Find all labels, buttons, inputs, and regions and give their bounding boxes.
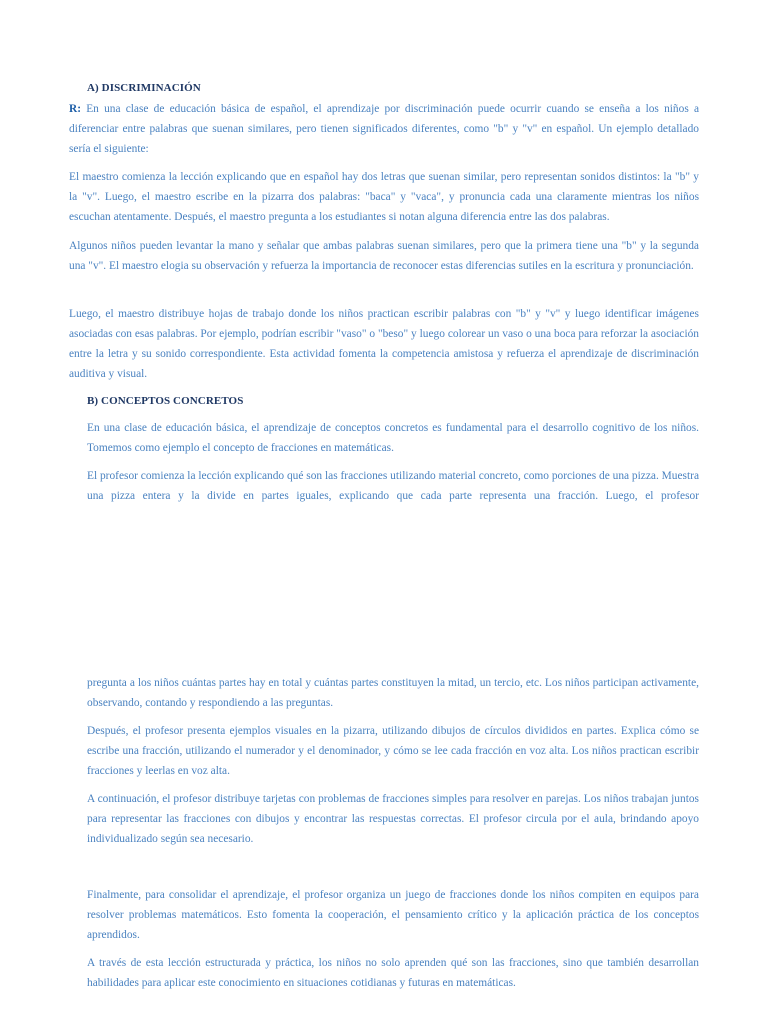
section-a-paragraph-1 bbox=[69, 99, 699, 159]
section-b-paragraph-5: A continuación, el profesor distribuye tarjetas con problemas de fracciones simples para resolver en parejas. Los niños trabajan juntos para representar las fracciones con dibujos y encontrar las respuestas correctas. El profesor circula por el aula, brindando apoyo individualizado según sea necesario. bbox=[87, 793, 699, 845]
section-a-paragraph-4: Luego, el maestro distribuye hojas de trabajo donde los niños practican escribir palabras con "b" y "v" y luego identificar imágenes asociadas con esas palabras. Por ejemplo, podrían escribir "vaso" o "beso" y luego colorear un vaso o una boca para reforzar la asociación entre la letra y su sonido correspondiente. Esta actividad fomenta la competencia amistosa y refuerza el aprendizaje de discriminación auditiva y visual. bbox=[69, 308, 699, 380]
answer-label: R: bbox=[69, 103, 82, 115]
section-a-paragraph-1-text: En una clase de educación básica de español, el aprendizaje por discriminación puede ocurrir cuando se enseña a los niños a diferenciar entre palabras que suenan similares, pero tienen significados diferentes, como "b" y "v" en español. Un ejemplo detallado sería el siguiente: bbox=[69, 103, 699, 155]
section-a-paragraph-3: Algunos niños pueden levantar la mano y señalar que ambas palabras suenan similares, pero que la primera tiene una "b" y la segunda una "v". El maestro elogia su observación y refuerza la importancia de reconocer estas diferencias sutiles en la escritura y pronunciación. bbox=[69, 240, 699, 272]
section-b-paragraph-4: Después, el profesor presenta ejemplos visuales en la pizarra, utilizando dibujos de círculos divididos en partes. Explica cómo se escribe una fracción, utilizando el numerador y el denominador, y cómo se lee cada fracción en voz alta. Los niños practican escribir fracciones y leerlas en voz alta. bbox=[87, 725, 699, 777]
section-a-paragraph-2: El maestro comienza la lección explicando que en español hay dos letras que suenan similar, pero representan sonidos distintos: la "b" y la "v". Luego, el maestro escribe en la pizarra dos palabras: "baca" y "vaca", y pronuncia cada una claramente mientras los niños escuchan atentamente. Después, el maestro pregunta a los estudiantes si notan alguna diferencia entre las dos palabras. bbox=[69, 171, 699, 223]
section-b-paragraph-6: Finalmente, para consolidar el aprendizaje, el profesor organiza un juego de fracciones donde los niños compiten en equipos para resolver problemas matemáticos. Esto fomenta la cooperación, el pensamiento crítico y la aplicación práctica de los conceptos aprendidos. bbox=[87, 889, 699, 941]
section-b-paragraph-1: En una clase de educación básica, el aprendizaje de conceptos concretos es fundamental para el desarrollo cognitivo de los niños. Tomemos como ejemplo el concepto de fracciones en matemáticas. bbox=[87, 422, 699, 454]
section-b-paragraph-7: A través de esta lección estructurada y práctica, los niños no solo aprenden qué son las fracciones, sino que también desarrollan habilidades para aplicar este conocimiento en situaciones cotidianas y futuras en matemáticas. bbox=[87, 957, 699, 989]
section-b-paragraph-3: pregunta a los niños cuántas partes hay en total y cuántas partes constituyen la mitad, un tercio, etc. Los niños participan activamente, observando, contando y respondiendo a las preguntas. bbox=[87, 677, 699, 709]
section-b-heading: B) CONCEPTOS CONCRETOS bbox=[87, 395, 244, 407]
section-a-heading: A) DISCRIMINACIÓN bbox=[87, 82, 201, 94]
section-b-paragraph-2: El profesor comienza la lección explicando qué son las fracciones utilizando material concreto, como porciones de una pizza. Muestra una pizza entera y la divide en partes iguales, explicando que cada parte representa una fracción. Luego, el profesor bbox=[87, 470, 699, 502]
